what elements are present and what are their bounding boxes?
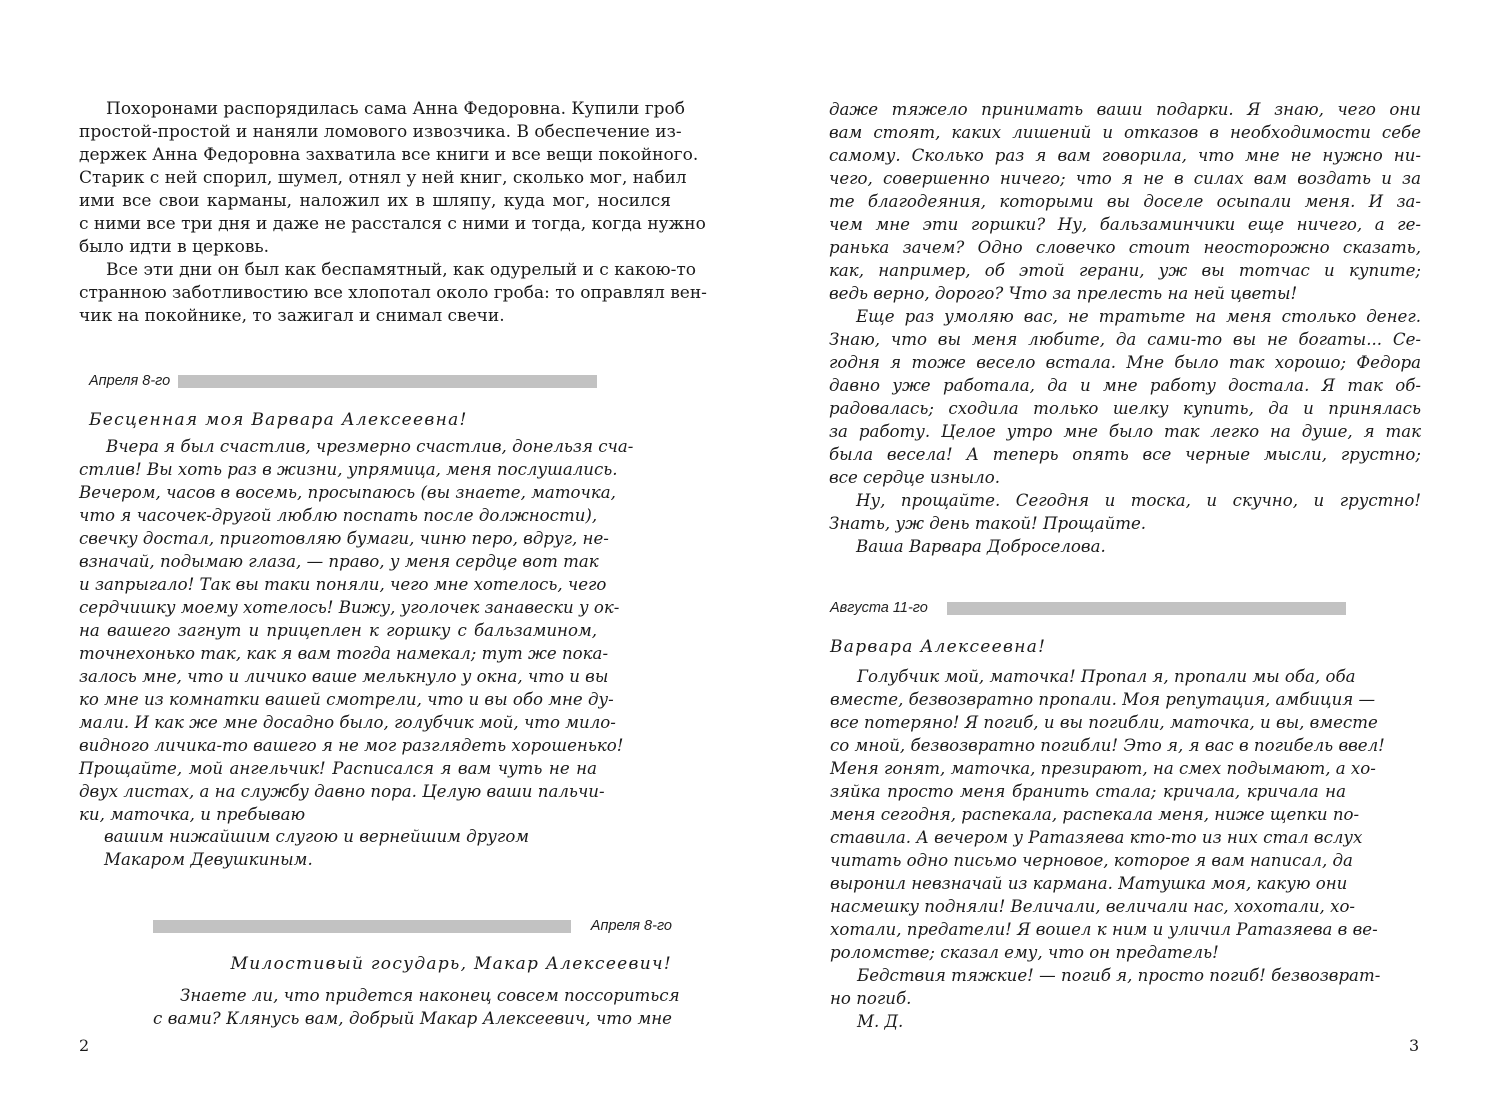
text-line: Еще раз умоляю вас, не тратьте на меня столько денег. xyxy=(856,307,1421,326)
text-line: за работу. Целое утро мне было так легко на душе, я так xyxy=(829,422,1421,441)
text-line: ки, маточка, и пребываю xyxy=(79,805,306,824)
text-line: Вчера я был счастлив, чрезмерно счастлив, донельзя сча- xyxy=(106,437,634,456)
text-line: ко мне из комнатки вашей смотрели, что и вы обо мне ду- xyxy=(79,690,614,709)
date-rule xyxy=(153,920,571,933)
text-line: все сердце изныло. xyxy=(829,468,1000,487)
text-line: Бедствия тяжкие! — погиб я, просто погиб! безвозврат- xyxy=(857,966,1381,985)
text-line: Меня гонят, маточка, презирают, на смех подымают, а хо- xyxy=(830,759,1376,778)
text-line: с ними все три дня и даже не расстался с ними и тогда, когда нужно xyxy=(79,214,706,234)
text-line: ими все свои карманы, наложил их в шляпу, куда мог, носился xyxy=(79,191,671,211)
text-line: свечку достал, приготовляю бумаги, чиню перо, вдруг, не- xyxy=(79,529,609,548)
text-line: читать одно письмо черновое, которое я вам написал, да xyxy=(830,851,1353,870)
text-line: странною заботливостию все хлопотал около гроба: то оправлял вен- xyxy=(79,283,707,303)
text-line: чем мне эти горшки? Ну, бальзаминчики еще ничего, а ге- xyxy=(829,215,1421,234)
letter-body xyxy=(79,435,634,826)
text-line: сердчишку моему хотелось! Вижу, уголочек занавески у ок- xyxy=(79,598,620,617)
date-rule xyxy=(947,602,1346,615)
text-line: со мной, безвозвратно погибли! Это я, я вас в погибель ввел! xyxy=(830,736,1385,755)
letter-body xyxy=(153,984,680,1030)
page-number: 2 xyxy=(79,1036,90,1055)
text-line: и запрыгало! Так вы таки поняли, чего мне хотелось, чего xyxy=(79,575,607,594)
text-line: М. Д. xyxy=(857,1012,904,1031)
text-line: ведь верно, дорого? Что за прелесть на ней цветы! xyxy=(829,284,1298,303)
text-line: мали. И как же мне досадно было, голубчик мой, что мило- xyxy=(79,713,616,732)
text-line: насмешку подняли! Величали, величали нас, хохотали, хо- xyxy=(830,897,1356,916)
text-line: на вашего загнут и прицеплен к горшку с бальзамином, xyxy=(79,621,597,640)
text-line: все потеряно! Я погиб, и вы погибли, маточка, и вы, вместе xyxy=(830,713,1378,732)
text-line: простой-простой и наняли ломового извозчика. В обеспечение из- xyxy=(79,122,682,142)
text-line: чик на покойнике, то зажигал и снимал свечи. xyxy=(79,306,505,326)
text-line: стлив! Вы хоть раз в жизни, упрямица, меня послушались. xyxy=(79,460,618,479)
text-line: даже тяжело принимать ваши подарки. Я знаю, чего они xyxy=(829,100,1421,119)
text-line: меня сегодня, распекала, распекала меня, ниже щепки по- xyxy=(830,805,1360,824)
text-line: годня я тоже весело встала. Мне было так хорошо; Федора xyxy=(829,353,1421,372)
text-line: двух листах, а на службу давно пора. Целую ваши пальчи- xyxy=(79,782,605,801)
letter-date-header xyxy=(153,917,672,935)
text-line: Знать, уж день такой! Прощайте. xyxy=(829,514,1147,533)
text-line: хотали, предатели! Я вошел к ним и уличил Ратазяева в ве- xyxy=(830,920,1378,939)
text-line: взначай, подымаю глаза, — право, у меня сердце вот так xyxy=(79,552,599,571)
text-line: Макаром Девушкиным. xyxy=(104,850,313,869)
text-line: Вечером, часов в восемь, просыпаюсь (вы знаете, маточка, xyxy=(79,483,616,502)
letter-body-continued xyxy=(829,98,1421,558)
text-line: держек Анна Федоровна захватила все книги и все вещи покойного. xyxy=(79,145,699,165)
text-line: давно уже работала, да и мне работу достала. Я так об- xyxy=(829,376,1421,395)
letter-salutation: Варвара Алексеевна! xyxy=(830,637,1047,657)
text-line: вместе, безвозвратно пропали. Моя репутация, амбиция — xyxy=(830,690,1376,709)
text-line: радовалась; сходила только шелку купить, да и принялась xyxy=(829,399,1421,418)
text-line: но погиб. xyxy=(830,989,912,1008)
letter-body xyxy=(830,665,1385,1033)
text-line: ранька зачем? Одно словечко стоит неосторожно сказать, xyxy=(829,238,1421,257)
letter-date: Апреля 8-го xyxy=(590,918,672,934)
text-line: было идти в церковь. xyxy=(79,237,270,257)
text-line: была весела! А теперь опять все черные мысли, грустно; xyxy=(829,445,1421,464)
text-line: самому. Сколько раз я вам говорила, что мне не нужно ни- xyxy=(829,146,1421,165)
text-line: Все эти дни он был как беспамятный, как одурелый и с какою-то xyxy=(106,260,696,280)
text-line: Ну, прощайте. Сегодня и тоска, и скучно, и грустно! xyxy=(856,491,1421,510)
text-line: чего, совершенно ничего; что я не в силах вам воздать и за xyxy=(829,169,1421,188)
page-number: 3 xyxy=(1409,1036,1420,1055)
text-line: как, например, об этой герани, уж вы тотчас и купите; xyxy=(829,261,1421,280)
text-line: выронил невзначай из кармана. Матушка моя, какую они xyxy=(830,874,1348,893)
letter-date-header xyxy=(830,599,1346,617)
letter-signature xyxy=(104,825,529,871)
narrative-text xyxy=(79,98,707,328)
text-line: Ваша Варвара Доброселова. xyxy=(856,537,1106,556)
text-line: Похоронами распорядилась сама Анна Федоровна. Купили гроб xyxy=(106,99,685,119)
letter-date: Августа 11-го xyxy=(830,600,928,616)
text-line: что я часочек-другой люблю поспать после должности), xyxy=(79,506,598,525)
text-line: с вами? Клянусь вам, добрый Макар Алексеевич, что мне xyxy=(153,1009,672,1028)
text-line: вашим нижайшим слугою и вернейшим другом xyxy=(104,827,530,846)
letter-date: Апреля 8-го xyxy=(89,373,171,389)
text-line: зяйка просто меня бранить стала; кричала, кричала на xyxy=(830,782,1346,801)
letter-date-header xyxy=(89,372,597,390)
right-page xyxy=(750,0,1500,1103)
text-line: ставила. А вечером у Ратазяева кто-то из них стал вслух xyxy=(830,828,1363,847)
text-line: роломстве; сказал ему, что он предатель! xyxy=(830,943,1219,962)
text-line: Знаете ли, что придется наконец совсем поссориться xyxy=(180,986,680,1005)
text-line: Старик с ней спорил, шумел, отнял у ней книг, сколько мог, набил xyxy=(79,168,687,188)
text-line: те благодеяния, которыми вы доселе осыпали меня. И за- xyxy=(829,192,1421,211)
letter-salutation: Милостивый государь, Макар Алексеевич! xyxy=(230,954,672,974)
letter-salutation: Бесценная моя Варвара Алексеевна! xyxy=(89,410,468,430)
text-line: точнехонько так, как я вам тогда намекал; тут же пока- xyxy=(79,644,609,663)
text-line: Голубчик мой, маточка! Пропал я, пропали мы оба, оба xyxy=(857,667,1356,686)
date-rule xyxy=(178,375,597,388)
text-line: Прощайте, мой ангельчик! Расписался я вам чуть не на xyxy=(79,759,597,778)
text-line: видного личика-то вашего я не мог разглядеть хорошенько! xyxy=(79,736,624,755)
text-line: Знаю, что вы меня любите, да сами-то вы не богаты... Се- xyxy=(829,330,1421,349)
text-line: вам стоят, каких лишений и отказов в необходимости себе xyxy=(829,123,1421,142)
text-line: залось мне, что и личико ваше мелькнуло у окна, что и вы xyxy=(79,667,609,686)
